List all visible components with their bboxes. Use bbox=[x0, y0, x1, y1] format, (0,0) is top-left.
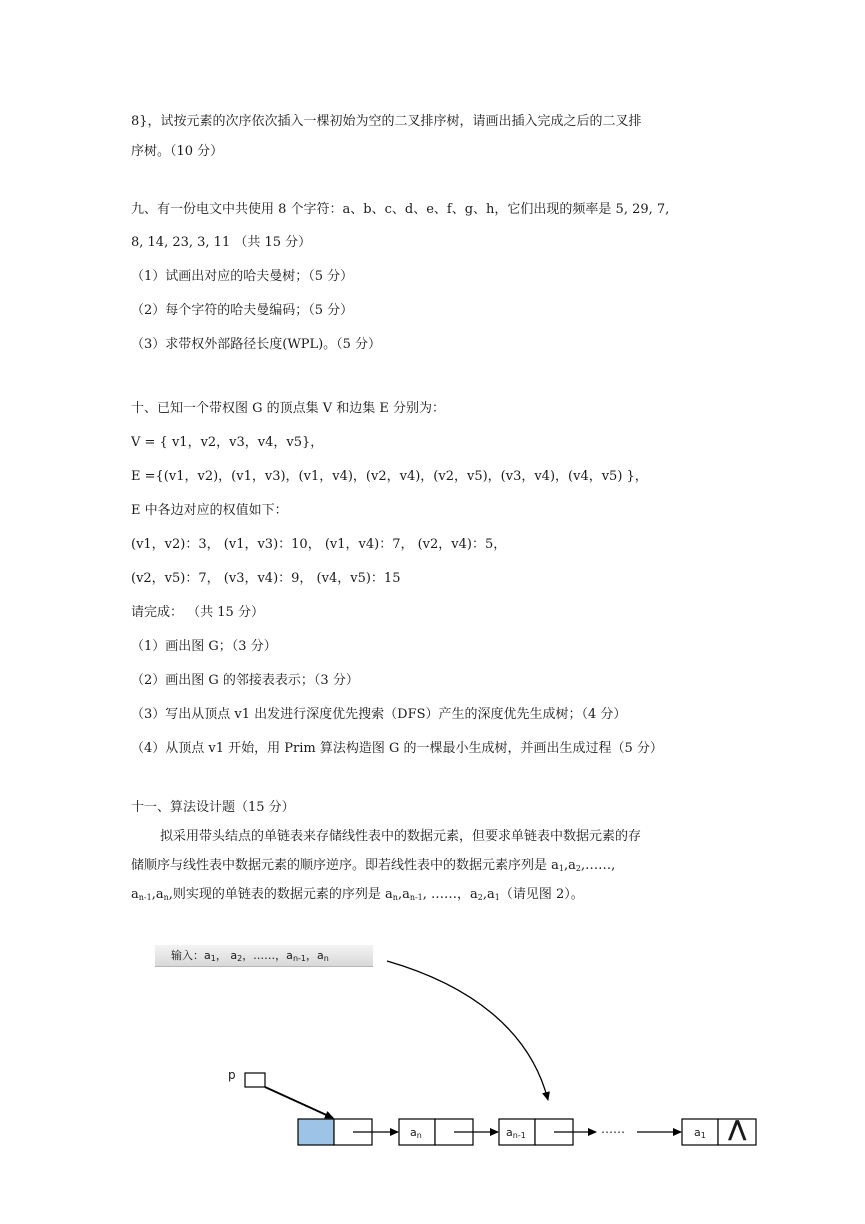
ellipsis: …… bbox=[601, 1122, 625, 1136]
q10-weights-intro: E 中各边对应的权值如下： bbox=[131, 503, 288, 518]
pointer-arrow bbox=[265, 1087, 333, 1118]
q8-line2: 序树。（10 分） bbox=[131, 144, 224, 159]
node-a1-label: $a_1$ bbox=[694, 1126, 706, 1140]
q8-line1: 8}，试按元素的次序依次插入一棵初始为空的二叉排序树，请画出插入完成之后的二叉排 bbox=[131, 114, 642, 129]
head-node-data bbox=[298, 1119, 334, 1145]
node-an-label: $a_n$ bbox=[410, 1126, 422, 1140]
q11-para-line2: 储顺序与线性表中数据元素的顺序逆序。即若线性表中的数据元素序列是 $a_1,a_2,\dots\dots$, bbox=[131, 858, 616, 873]
q10-title: 十、已知一个带权图 G 的顶点集 V 和边集 E 分别为： bbox=[131, 401, 446, 416]
pointer-label: p bbox=[228, 1068, 236, 1082]
q10-item-4: （4）从顶点 v1 开始，用 Prim 算法构造图 G 的一棵最小生成树，并画出生成过程（5 分） bbox=[131, 741, 663, 756]
q10-edge-set: E ={(v1，v2)，(v1，v3)，(v1，v4)，(v2，v4)，(v2，v5)，(v3，v4)，(v4，v5) }， bbox=[131, 469, 648, 484]
q10-item-2: （2）画出图 G 的邻接表表示；（3 分） bbox=[131, 673, 359, 688]
q10-weights-line1: (v1，v2)：3， (v1，v3)：10， (v1，v4)：7， (v2，v4)：5， bbox=[131, 537, 507, 552]
q10-weights-line2: (v2，v5)：7， (v3，v4)：9， (v4，v5)：15 bbox=[131, 571, 401, 586]
q9-item-2: （2）每个字符的哈夫曼编码；（5 分） bbox=[131, 303, 354, 318]
q10-prompt: 请完成： （共 15 分） bbox=[131, 605, 264, 620]
q10-item-1: （1）画出图 G；（3 分） bbox=[131, 639, 277, 654]
node-an1-label: $a_{n-1}$ bbox=[506, 1126, 526, 1140]
insert-curve-arrow bbox=[387, 961, 548, 1100]
q10-item-3: （3）写出从顶点 v1 出发进行深度优先搜索（DFS）产生的深度优先生成树；（4 分） bbox=[131, 707, 627, 722]
null-pointer-icon: ⋀ bbox=[728, 1117, 747, 1142]
q11-title: 十一、算法设计题（15 分） bbox=[131, 800, 295, 815]
q9-title-cont: 8, 14, 23, 3, 11 （共 15 分） bbox=[131, 235, 312, 250]
q9-item-3: （3）求带权外部路径长度(WPL)。（5 分） bbox=[131, 337, 382, 352]
input-sequence-box: 输入：$a_1$， $a_2$，……，$a_{n-1}$，$a_n$ bbox=[155, 945, 373, 967]
q11-para-line3: $a_{n-1},a_n$,则实现的单链表的数据元素的序列是 $a_n,a_{n-1}$, ……，$a_2,a_1$（请见图 2）。 bbox=[131, 887, 584, 902]
q9-item-1: （1）试画出对应的哈夫曼树；（5 分） bbox=[131, 269, 354, 284]
q11-para-line1: 拟采用带头结点的单链表来存储线性表中的数据元素，但要求单链表中数据元素的存 bbox=[160, 829, 642, 844]
q10-vertex-set: V = { v1，v2，v3，v4，v5}， bbox=[131, 435, 324, 450]
pointer-box bbox=[245, 1073, 265, 1087]
q9-title: 九、有一份电文中共使用 8 个字符：a、b、c、d、e、f、g、h，它们出现的频率是 5, 29, 7, bbox=[131, 202, 670, 217]
